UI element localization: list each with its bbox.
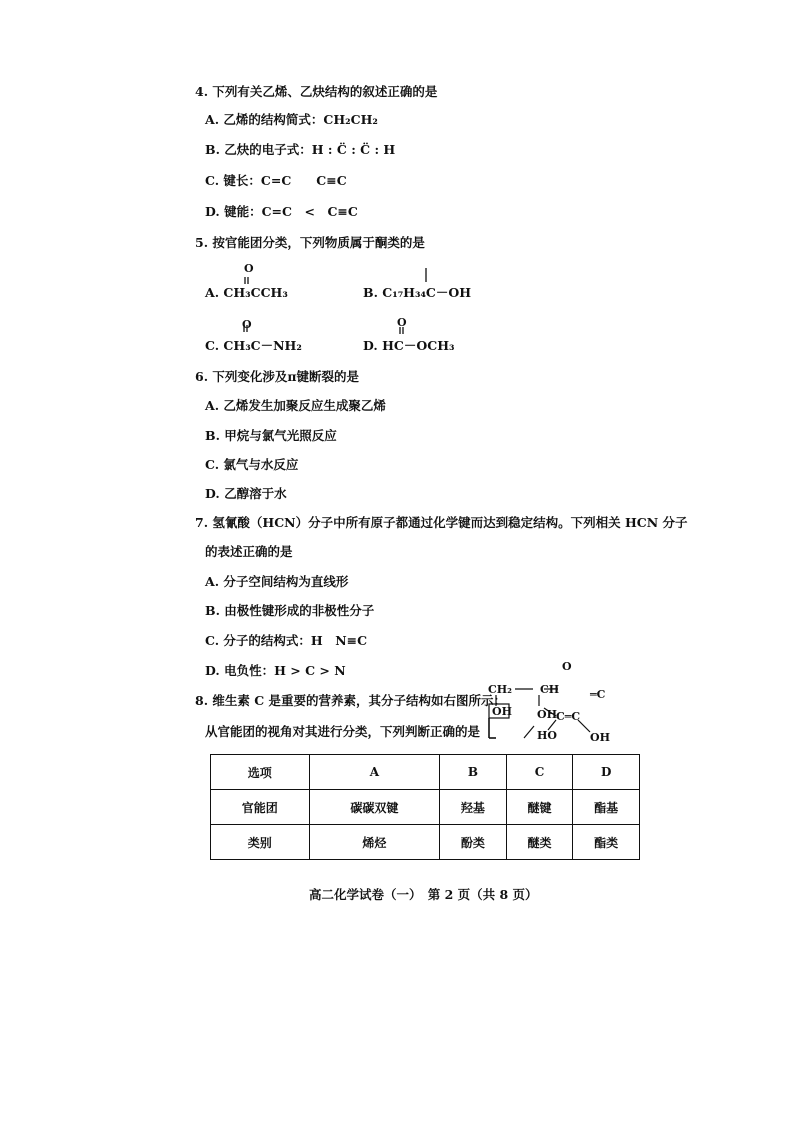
q5-option-d: D. HC－OCH₃ [363, 338, 455, 353]
table-cell: A [309, 755, 440, 790]
q5-option-d-carbonyl-o: O [397, 316, 407, 329]
structure-oh-2: OH [537, 708, 557, 721]
q6-stem: 6. 下列变化涉及π键断裂的是 [195, 369, 360, 384]
q5-stem: 5. 按官能团分类，下列物质属于酮类的是 [195, 235, 425, 250]
structure-ch: CH [540, 683, 560, 696]
q6-option-d: D. 乙醇溶于水 [205, 486, 287, 501]
table-row [211, 790, 640, 825]
q8-stem-line1: 8. 维生素 C 是重要的营养素，其分子结构如右图所示： [195, 693, 507, 708]
structure-ch2: CH₂ [488, 683, 512, 696]
q7-option-c: C. 分子的结构式：H N≡C [205, 633, 368, 648]
q5-option-c: C. CH₃C－NH₂ [205, 338, 302, 353]
table-cell: C [506, 755, 573, 790]
q7-option-d: D. 电负性：H > C > N [205, 663, 346, 678]
table-cell: 碳碳双键 [309, 790, 440, 825]
q5-option-b: B. C₁₇H₃₄C－OH [363, 285, 472, 300]
q7-stem-line1: 7. 氢氰酸（HCN）分子中所有原子都通过化学键而达到稳定结构。下列相关 HCN 分子 [195, 515, 688, 530]
q5-bd-double-bond-marks [390, 268, 440, 338]
table-cell: 类别 [211, 825, 310, 860]
page-footer: 高二化学试卷（一） 第 2 页（共 8 页） [309, 887, 538, 902]
q4-stem: 4. 下列有关乙烯、乙炔结构的叙述正确的是 [195, 84, 438, 99]
q4-option-b: B. 乙炔的电子式：H : C̈ : C̈ : H [205, 142, 396, 157]
structure-oh-3: OH [590, 731, 610, 744]
q5-option-a-carbonyl-o: O [244, 262, 254, 275]
table-cell: B [440, 755, 507, 790]
q5-option-c-carbonyl-o: O [242, 318, 252, 331]
structure-cc-double-bond: C═C [556, 710, 581, 723]
table-cell: 醚类 [506, 825, 573, 860]
q4-option-d: D. 键能：C=C < C≡C [205, 204, 358, 219]
table-header-row [211, 755, 640, 790]
q5-option-a: A. CH₃CCH₃ [205, 285, 288, 300]
table-cell: 选项 [211, 755, 310, 790]
table-cell: 羟基 [440, 790, 507, 825]
table-cell: 烯烃 [309, 825, 440, 860]
table-cell: 醚键 [506, 790, 573, 825]
structure-top-o: O [562, 660, 572, 673]
q4-option-a: A. 乙烯的结构简式：CH₂CH₂ [205, 112, 378, 127]
structure-oh-1: OH [492, 705, 512, 718]
table-cell: 酯类 [573, 825, 640, 860]
q6-option-a: A. 乙烯发生加聚反应生成聚乙烯 [205, 398, 386, 413]
table-cell: 酯基 [573, 790, 640, 825]
q7-option-a: A. 分子空间结构为直线形 [205, 574, 349, 589]
q8-stem-line2: 从官能团的视角对其进行分类，下列判断正确的是 [205, 724, 481, 739]
table-row [211, 825, 640, 860]
structure-tail: ═C [590, 688, 606, 701]
q8-answer-table [210, 754, 640, 860]
table-cell: 酚类 [440, 825, 507, 860]
table-cell: D [573, 755, 640, 790]
q4-option-c: C. 键长：C=C C≡C [205, 173, 347, 188]
structure-ho: HO [537, 729, 557, 742]
q6-option-b: B. 甲烷与氯气光照反应 [205, 428, 337, 443]
q6-option-c: C. 氯气与水反应 [205, 457, 299, 472]
table-cell: 官能团 [211, 790, 310, 825]
q7-option-b: B. 由极性键形成的非极性分子 [205, 603, 375, 618]
q7-stem-line2: 的表述正确的是 [205, 544, 293, 559]
